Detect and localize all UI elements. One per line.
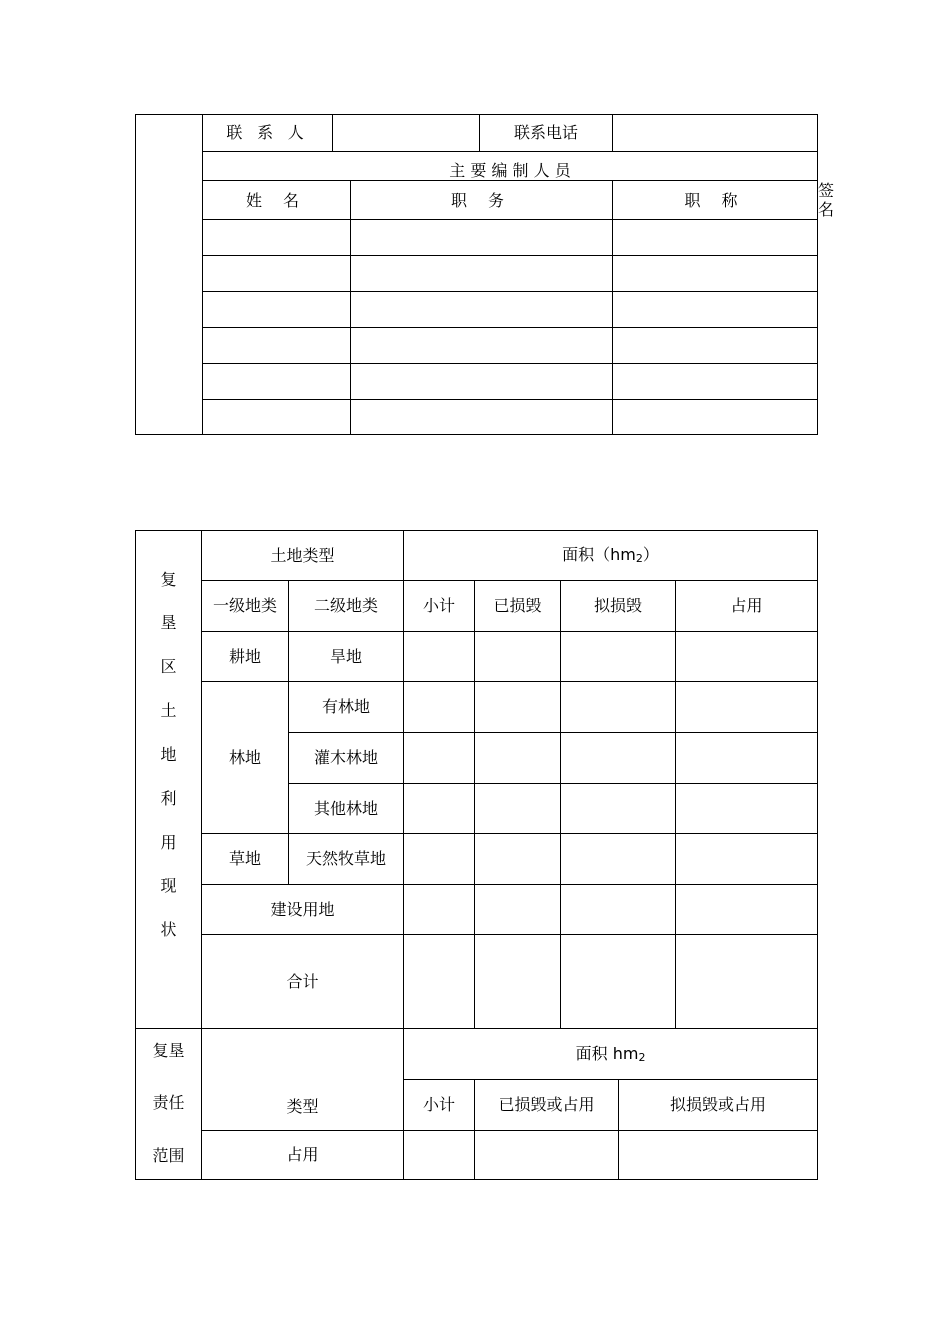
area-header: 面积（hm2）: [404, 531, 818, 581]
value-cell[interactable]: [676, 733, 818, 784]
side-label-text: 责任: [152, 1093, 185, 1113]
value-cell[interactable]: [404, 632, 475, 682]
position-cell[interactable]: [351, 256, 613, 292]
resp-occupied-label: 占用: [202, 1131, 404, 1180]
table-row: [136, 364, 818, 400]
side-label-char: 地: [160, 744, 177, 764]
category-farmland: 耕地: [202, 632, 289, 682]
title-cell[interactable]: [613, 400, 818, 435]
land-use-table: [135, 530, 818, 1180]
value-cell[interactable]: [619, 1131, 818, 1180]
table-row: [136, 220, 818, 256]
value-cell[interactable]: [561, 733, 676, 784]
value-cell[interactable]: [676, 935, 818, 1029]
side-label-text: 复垦: [152, 1041, 185, 1060]
value-cell[interactable]: [561, 632, 676, 682]
value-cell[interactable]: [475, 632, 561, 682]
subcategory-dryland: 旱地: [289, 632, 404, 682]
value-cell[interactable]: [561, 885, 676, 935]
resp-col-damaged-or-occupied: 已损毁或占用: [475, 1080, 619, 1131]
value-cell[interactable]: [676, 784, 818, 834]
phone-value-cell[interactable]: [613, 115, 818, 152]
name-cell[interactable]: [203, 292, 351, 328]
side-label-char: 现: [160, 876, 177, 896]
contact-value-cell[interactable]: [333, 115, 480, 152]
value-cell[interactable]: [475, 733, 561, 784]
table-row: [136, 328, 818, 364]
value-cell[interactable]: [561, 682, 676, 733]
side-label-land-use-status: [136, 531, 202, 1029]
value-cell[interactable]: [475, 784, 561, 834]
value-cell[interactable]: [475, 1131, 619, 1180]
title-cell[interactable]: [613, 364, 818, 400]
value-cell[interactable]: [676, 834, 818, 885]
subcategory-forest: 有林地: [289, 682, 404, 733]
name-cell[interactable]: [203, 328, 351, 364]
construction-land: 建设用地: [202, 885, 404, 935]
value-cell[interactable]: [475, 885, 561, 935]
name-cell[interactable]: [203, 364, 351, 400]
subcategory-shrub: 灌木林地: [289, 733, 404, 784]
value-cell[interactable]: [404, 784, 475, 834]
value-cell[interactable]: [676, 682, 818, 733]
level2-header: 二级地类: [289, 581, 404, 632]
phone-label: 联系电话: [480, 115, 613, 152]
value-cell[interactable]: [676, 632, 818, 682]
side-label-char: 区: [160, 657, 177, 677]
value-cell[interactable]: [404, 682, 475, 733]
side-label-text: 范围: [152, 1145, 185, 1165]
position-cell[interactable]: [351, 400, 613, 435]
value-cell[interactable]: [561, 935, 676, 1029]
left-blank-cell: [136, 115, 203, 435]
value-cell[interactable]: [404, 935, 475, 1029]
col-subtotal: 小计: [404, 581, 475, 632]
name-cell[interactable]: [203, 220, 351, 256]
total-label: 合计: [202, 935, 404, 1029]
resp-col-to-damage-or-occupy: 拟损毁或占用: [619, 1080, 818, 1131]
table-row: [136, 256, 818, 292]
side-label-responsibility-range: [136, 1029, 202, 1180]
col-to-damage: 拟损毁: [561, 581, 676, 632]
subcategory-natural-pasture: 天然牧草地: [289, 834, 404, 885]
value-cell[interactable]: [404, 1131, 475, 1180]
value-cell[interactable]: [475, 834, 561, 885]
land-type-header: 土地类型: [202, 531, 404, 581]
value-cell[interactable]: [561, 834, 676, 885]
name-cell[interactable]: [203, 256, 351, 292]
position-cell[interactable]: [351, 292, 613, 328]
side-label-char: 状: [160, 920, 177, 940]
title-cell[interactable]: [613, 328, 818, 364]
side-label-char: 土: [160, 701, 177, 721]
col-damaged: 已损毁: [475, 581, 561, 632]
subcategory-other-forest: 其他林地: [289, 784, 404, 834]
header-title: 职 称: [613, 181, 818, 220]
section-title: 主 要 编 制 人 员: [203, 152, 818, 181]
resp-type-label: 类型: [202, 1029, 404, 1131]
side-label-char: 利: [160, 788, 177, 808]
side-label-char: 用: [160, 832, 177, 852]
value-cell[interactable]: [561, 784, 676, 834]
name-cell[interactable]: [203, 400, 351, 435]
value-cell[interactable]: [475, 935, 561, 1029]
value-cell[interactable]: [676, 885, 818, 935]
title-cell[interactable]: [613, 220, 818, 256]
value-cell[interactable]: [404, 733, 475, 784]
header-position: 职 务: [351, 181, 613, 220]
category-grass: 草地: [202, 834, 289, 885]
position-cell[interactable]: [351, 364, 613, 400]
value-cell[interactable]: [475, 682, 561, 733]
title-cell[interactable]: [613, 292, 818, 328]
level1-header: 一级地类: [202, 581, 289, 632]
resp-area-header: 面积 hm2: [404, 1029, 818, 1080]
position-cell[interactable]: [351, 220, 613, 256]
value-cell[interactable]: [404, 885, 475, 935]
position-cell[interactable]: [351, 328, 613, 364]
contact-label: 联 系 人: [203, 115, 333, 152]
table-row: [136, 400, 818, 435]
col-occupied: 占用: [676, 581, 818, 632]
value-cell[interactable]: [404, 834, 475, 885]
header-name: 姓 名: [203, 181, 351, 220]
side-label-char: 垦: [160, 613, 177, 633]
side-label-char: 复: [160, 569, 177, 589]
resp-col-subtotal: 小计: [404, 1080, 475, 1131]
table-row: [136, 292, 818, 328]
title-cell[interactable]: [613, 256, 818, 292]
staff-table: 联 系 人 联系电话 主 要 编 制 人 员 姓 名 职 务 职 称 签 名: [135, 114, 818, 435]
category-forest: 林地: [202, 682, 289, 834]
